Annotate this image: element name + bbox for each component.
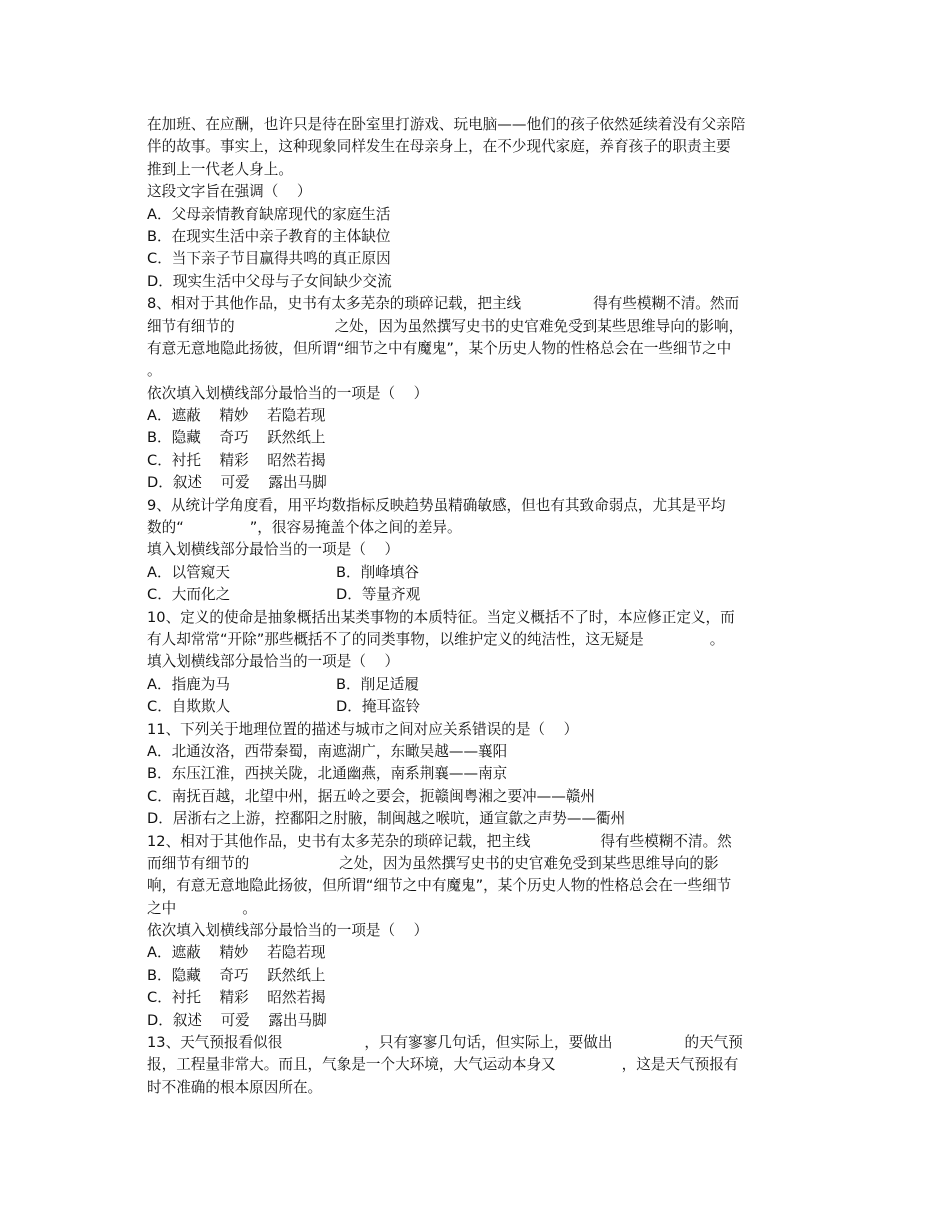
question-13-text: ，这是天气预报有 (621, 1056, 739, 1074)
option-c: C．自欺欺人 (147, 698, 231, 716)
question-12-text: 12、相对于其他作品，史书有太多芜杂的琐碎记载，把主线 (147, 832, 531, 850)
question-13-line: 时不准确的根本原因所在。 (147, 1078, 323, 1096)
question-12-text: 之处，因为虽然撰写史书的史官难免受到某些思维导向的影 (339, 854, 719, 872)
option-b: B．东压江淮，西挟关陇，北通幽燕，南系荆襄——南京 (147, 765, 508, 783)
passage-line: 在加班、在应酬，也许只是待在卧室里打游戏、玩电脑——他们的孩子依然延续着没有父亲陪 (147, 116, 746, 133)
question-prompt: 填入划横线部分最恰当的一项是（ ） (147, 653, 400, 671)
question-12-text: 而细节有细节的 (147, 854, 250, 872)
option-row (147, 674, 812, 696)
question-9-text: 数的“ (147, 519, 184, 537)
passage-line: 伴的故事。事实上，这种现象同样发生在母亲身上，在不少现代家庭，养育孩子的职责主要 (147, 138, 731, 156)
option-a: A．北通汝洛，西带秦蜀，南遮湖广，东瞰吴越——襄阳 (147, 742, 508, 760)
question-8-line (147, 293, 812, 315)
option-b: B．削足适履 (336, 675, 419, 693)
question-10-text: 。 (709, 630, 725, 648)
option-d: D．掩耳盗铃 (336, 698, 421, 716)
question-12-text: 之中 (147, 899, 177, 917)
document-page (147, 114, 812, 1099)
option-a: A．指鹿为马 (147, 675, 230, 693)
option-d: D．叙述 可爱 露出马脚 (147, 474, 327, 492)
option-c: C．衬托 精彩 昭然若揭 (147, 451, 326, 469)
option-row (147, 696, 812, 718)
option-a: A．遮蔽 精妙 若隐若现 (147, 944, 326, 962)
question-prompt: 依次填入划横线部分最恰当的一项是（ ） (147, 922, 429, 940)
question-13-text: 的天气预 (684, 1034, 743, 1052)
question-10-line: 10、定义的使命是抽象概括出某类事物的本质特征。当定义概括不了时，本应修正定义，而 (147, 608, 735, 626)
question-prompt: 依次填入划横线部分最恰当的一项是（ ） (147, 384, 429, 402)
option-row (147, 562, 812, 584)
question-8-line: 有意无意地隐此扬彼，但所谓“细节之中有魔鬼”，某个历史人物的性格总会在一些细节之中 (147, 339, 732, 357)
question-9-line (147, 517, 812, 539)
question-12-line (147, 853, 812, 875)
option-d: D．叙述 可爱 露出马脚 (147, 1011, 327, 1029)
option-c: C．大而化之 (147, 586, 231, 604)
option-a: A．遮蔽 精妙 若隐若现 (147, 407, 326, 425)
question-prompt: 11、下列关于地理位置的描述与城市之间对应关系错误的是（ ） (147, 720, 579, 738)
option-b: B．隐藏 奇巧 跃然纸上 (147, 429, 326, 447)
question-8-line: 。 (147, 362, 162, 380)
question-12-text: 。 (242, 899, 257, 917)
option-d: D．等量齐观 (336, 586, 421, 604)
question-8-text: 得有些模糊不清。然而 (593, 295, 740, 313)
option-c: C．衬托 精彩 昭然若揭 (147, 989, 326, 1007)
question-8-line (147, 316, 812, 338)
question-10-text: 有人却常常“开除”那些概括不了的同类事物，以维护定义的纯洁性，这无疑是 (147, 630, 644, 648)
question-13-text: ，只有寥寥几句话，但实际上，要做出 (364, 1034, 613, 1052)
option-b: B．隐藏 奇巧 跃然纸上 (147, 966, 326, 984)
option-a: A．父母亲情教育缺席现代的家庭生活 (147, 205, 391, 223)
question-13-line (147, 1054, 812, 1076)
question-prompt: 填入划横线部分最恰当的一项是（ ） (147, 541, 400, 559)
question-8-text: 之处，因为虽然撰写史书的史官难免受到某些思维导向的影响， (334, 317, 744, 335)
question-10-line (147, 629, 812, 651)
question-9-text: ”，很容易掩盖个体之间的差异。 (249, 519, 462, 537)
passage-line: 推到上一代老人身上。 (147, 160, 293, 178)
question-13-line (147, 1032, 812, 1054)
question-12-line (147, 898, 812, 920)
option-row (147, 584, 812, 606)
question-12-line: 响，有意无意地隐此扬彼，但所谓“细节之中有魔鬼”，某个历史人物的性格总会在一些细节 (147, 877, 732, 895)
question-9-line: 9、从统计学角度看，用平均数指标反映趋势虽精确敏感，但也有其致命弱点，尤其是平均 (147, 496, 726, 514)
option-b: B．削峰填谷 (336, 563, 419, 581)
question-8-text: 8、相对于其他作品，史书有太多芜杂的琐碎记载，把主线 (147, 295, 522, 313)
question-8-text: 细节有细节的 (147, 317, 235, 335)
question-12-line (147, 831, 812, 853)
option-d: D．现实生活中父母与子女间缺少交流 (147, 272, 392, 290)
option-b: B．在现实生活中亲子教育的主体缺位 (147, 227, 391, 245)
question-12-text: 得有些模糊不清。然 (600, 832, 732, 850)
question-prompt: 这段文字旨在强调（ ） (147, 183, 312, 201)
option-c: C．南抚百越，北望中州，据五岭之要会，扼赣闽粤湘之要冲——赣州 (147, 787, 596, 805)
option-d: D．居浙右之上游，控鄱阳之肘腋，制闽越之喉吭，通宣歙之声势——衢州 (147, 810, 626, 828)
option-c: C．当下亲子节目赢得共鸣的真正原因 (147, 250, 391, 268)
question-13-text: 报，工程量非常大。而且，气象是一个大环境，大气运动本身又 (147, 1056, 556, 1074)
option-a: A．以管窥天 (147, 563, 230, 581)
question-13-text: 13、天气预报看似很 (147, 1034, 283, 1052)
